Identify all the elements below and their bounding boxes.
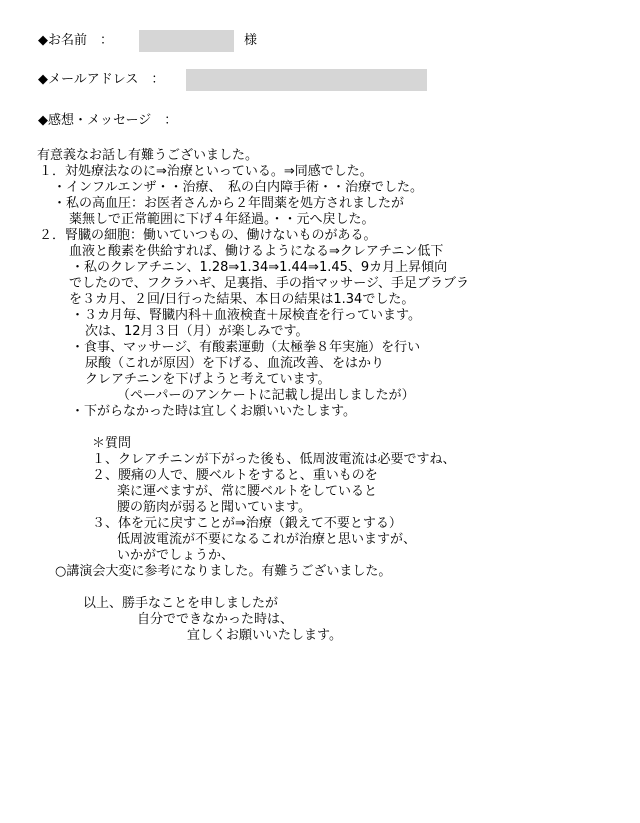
email-field-row bbox=[38, 69, 427, 91]
body-line: 低周波電流が不要になるこれが治療と思いますが、 bbox=[117, 532, 417, 547]
message-label: ◆感想・メッセージ ： bbox=[38, 113, 178, 128]
body-line: ・私の高血圧：お医者さんから２年間薬を処方されましたが bbox=[53, 196, 405, 211]
name-field-row bbox=[38, 30, 257, 52]
body-line: 以上、勝手なことを申しましたが bbox=[83, 596, 279, 611]
body-line: 楽に運べますが、常に腰ベルトをしていると bbox=[117, 484, 378, 499]
body-line: 薬無しで正常範囲に下げ４年経過。・・元へ戻した。 bbox=[69, 212, 375, 227]
body-line: ・３カ月毎、腎臓内科＋血液検査＋尿検査を行っています。 bbox=[71, 308, 421, 323]
body-line: ３、体を元に戻すことが⇒治療（鍛えて不要とする） bbox=[92, 516, 402, 531]
body-line bbox=[37, 580, 632, 596]
body-line: 尿酸（これが原因）を下げる、血流改善、をはかり bbox=[85, 356, 385, 371]
body-line: （ペーパーのアンケートに記載し提出しましたが） bbox=[117, 388, 415, 403]
body-line: ・下がらなかった時は宜しくお願いいたします。 bbox=[71, 404, 356, 419]
body-line: 次は、12月３日（月）が楽しみです。 bbox=[85, 324, 309, 339]
body-line: ・私のクレアチニン、1.28⇒1.34⇒1.44⇒1.45、9カ月上昇傾向 bbox=[71, 260, 448, 275]
body-line: ・インフルエンザ・・治療、 私の白内障手術・・治療でした。 bbox=[53, 180, 423, 195]
name-label: ◆お名前 ： bbox=[38, 33, 113, 48]
body-line: ２．腎臓の細胞：働いていつもの、働けないものがある。 bbox=[39, 228, 377, 243]
body-line: いかがでしょうか、 bbox=[117, 548, 235, 563]
body-line: 血液と酸素を供給すれば、働けるようになる⇒クレアチニン低下 bbox=[69, 244, 444, 259]
message-field-row bbox=[38, 110, 177, 132]
name-honorific: 様 bbox=[244, 33, 258, 48]
body-line: 自分でできなかった時は、 bbox=[137, 612, 294, 627]
body-line: 有意義なお話し有難うございました。 bbox=[37, 148, 259, 163]
body-line: ○講演会大変に参考になりました。有難うございました。 bbox=[55, 564, 392, 579]
body-line: を３カ月、２回/日行った結果、本日の結果は1.34でした。 bbox=[69, 292, 415, 307]
body-line: ＊質問 bbox=[92, 436, 132, 451]
body-line: １、クレアチニンが下がった後も、低周波電流は必要ですね、 bbox=[92, 452, 456, 467]
email-label: ◆メールアドレス ： bbox=[38, 72, 165, 87]
body-line: １．対処療法なのに⇒治療といっている。⇒同感でした。 bbox=[39, 164, 373, 179]
message-body bbox=[37, 148, 632, 644]
body-line: ・食事、マッサージ、有酸素運動（太極拳８年実施）を行い bbox=[71, 340, 421, 355]
body-line: 腰の筋肉が弱ると聞いています。 bbox=[117, 500, 311, 515]
name-redaction bbox=[139, 30, 234, 52]
body-line: 宜しくお願いいたします。 bbox=[187, 628, 342, 643]
body-line: ２、腰痛の人で、腰ベルトをすると、重いものを bbox=[92, 468, 378, 483]
email-redaction bbox=[186, 69, 427, 91]
body-line: クレアチニンを下げようと考えています。 bbox=[85, 372, 331, 387]
body-line bbox=[37, 420, 632, 436]
body-line: でしたので、フクラハギ、足裏指、手の指マッサージ、手足ブラブラ bbox=[69, 276, 470, 291]
